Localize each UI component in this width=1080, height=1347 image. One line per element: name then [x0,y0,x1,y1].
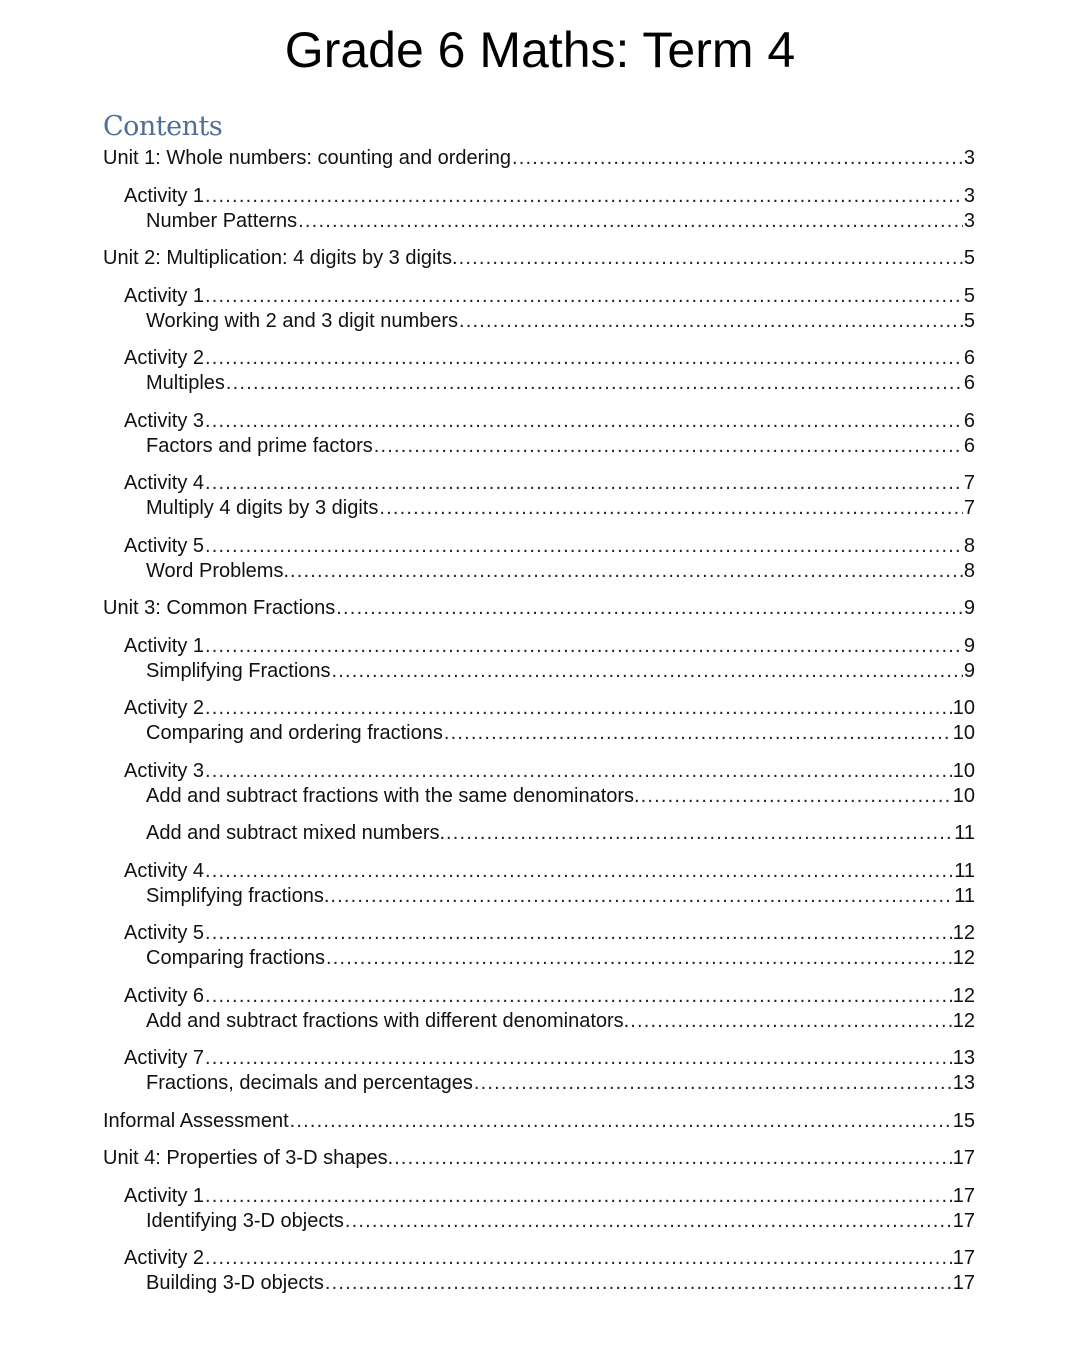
dot-leader [336,596,963,621]
toc-entry-page-number: 17 [952,1147,975,1169]
toc-entry-activity[interactable] [103,184,975,209]
toc-entry-activity[interactable] [103,471,975,496]
toc-entry-page-number: 3 [963,147,975,169]
dot-leader [205,346,963,371]
dot-leader [205,984,952,1009]
dot-leader [226,371,963,396]
toc-group [103,634,975,684]
toc-entry-page-number: 15 [952,1109,975,1132]
toc-entry-page-number: 12 [952,1009,975,1032]
toc-entry-label: Informal Assessment [103,1109,289,1132]
toc-entry-label: Activity 5 [124,534,205,557]
toc-entry-page-number: 5 [963,284,975,307]
toc-entry-page-number: 9 [963,659,975,682]
toc-entry-page-number: 8 [963,534,975,557]
toc-entry-topic[interactable] [103,946,975,971]
toc-entry-activity[interactable] [103,696,975,721]
toc-entry-page-number: 10 [952,759,975,782]
toc-entry-activity[interactable] [103,346,975,371]
toc-entry-page-number: 3 [963,184,975,207]
dot-leader [332,659,963,684]
toc-entry-label: Activity 1 [124,634,205,657]
toc-entry-activity[interactable] [103,409,975,434]
dot-leader [290,559,963,584]
toc-entry-label: Number Patterns [146,209,298,232]
toc-entry-page-number: 10 [952,722,975,744]
toc-entry-label: Working with 2 and 3 digit numbers [146,309,459,332]
toc-entry-activity[interactable] [103,534,975,559]
dot-leader [630,1009,952,1034]
toc-entry-topic[interactable] [103,1071,975,1096]
toc-entry-page-number: 10 [952,697,975,719]
dot-leader [205,696,952,721]
toc-entry-label: Activity 2 [124,1247,205,1269]
dot-leader [374,434,963,459]
toc-entry-unit[interactable] [103,246,975,271]
toc-group [103,184,975,234]
toc-entry-page-number: 9 [963,634,975,657]
toc-entry-activity[interactable] [103,859,975,884]
dot-leader [326,946,952,971]
toc-entry-page-number: 13 [952,1072,975,1094]
dot-leader [205,409,963,434]
toc-entry-activity[interactable] [103,284,975,309]
toc-group [103,821,975,846]
dot-leader [459,309,963,334]
toc-entry-page-number: 12 [952,947,975,969]
toc-entry-label: Identifying 3-D objects [146,1209,344,1232]
toc-entry-page-number: 17 [952,1184,975,1207]
toc-group [103,471,975,521]
toc-entry-topic[interactable] [103,659,975,684]
dot-leader [379,496,963,521]
toc-entry-label: Activity 6 [124,984,205,1007]
dot-leader [205,471,963,496]
toc-entry-label: Add and subtract fractions with the same denominators. [146,784,640,807]
dot-leader [205,284,963,309]
toc-entry-page-number: 8 [963,559,975,582]
dot-leader [325,1271,952,1296]
toc-entry-label: Activity 4 [124,472,205,494]
dot-leader [205,1184,952,1209]
dot-leader [205,859,953,884]
toc-group [103,1046,975,1096]
toc-entry-label: Factors and prime factors [146,434,373,457]
toc-group [103,534,975,584]
toc-entry-page-number: 17 [952,1272,975,1294]
toc-group [103,146,975,171]
toc-entry-topic[interactable] [103,209,975,234]
dot-leader [205,634,963,659]
toc-entry-label: Add and subtract fractions with different denominators. [146,1009,630,1032]
toc-entry-activity[interactable] [103,1046,975,1071]
toc-entry-label: Activity 3 [124,409,205,432]
toc-entry-page-number: 10 [952,784,975,807]
toc-entry-topic[interactable] [103,434,975,459]
toc-entry-page-number: 13 [952,1047,975,1069]
toc-entry-page-number: 6 [963,372,975,394]
dot-leader [205,534,963,559]
toc-entry-topic[interactable] [103,821,975,846]
toc-group [103,696,975,746]
toc-entry-page-number: 17 [952,1247,975,1269]
toc-entry-page-number: 6 [963,409,975,432]
document-title: Grade 6 Maths: Term 4 [284,22,796,78]
dot-leader [444,721,952,746]
toc-entry-topic[interactable] [103,559,975,584]
toc-entry-label: Comparing fractions [146,947,325,969]
toc-group [103,859,975,909]
toc-entry-page-number: 11 [954,859,975,882]
toc-entry-label: Comparing and ordering fractions [146,722,443,744]
toc-entry-unit[interactable] [103,1146,975,1171]
toc-entry-topic[interactable] [103,371,975,396]
toc-entry-label: Unit 3: Common Fractions [103,597,336,619]
dot-leader [205,759,952,784]
dot-leader [512,146,963,171]
toc-entry-page-number: 11 [954,822,975,844]
toc-entry-label: Unit 2: Multiplication: 4 digits by 3 digits. [103,247,458,269]
toc-entry-activity[interactable] [103,1184,975,1209]
dot-leader [330,884,953,909]
toc-entry-unit[interactable] [103,1109,975,1134]
toc-entry-page-number: 17 [952,1209,975,1232]
dot-leader [345,1209,952,1234]
toc-entry-topic[interactable] [103,1209,975,1234]
dot-leader [446,821,953,846]
toc-entry-topic[interactable] [103,496,975,521]
toc-entry-label: Activity 5 [124,922,205,944]
toc-entry-activity[interactable] [103,984,975,1009]
dot-leader [205,1246,952,1271]
toc-group [103,596,975,621]
toc-entry-label: Fractions, decimals and percentages [146,1072,473,1094]
dot-leader [290,1109,952,1134]
toc-entry-label: Activity 3 [124,759,205,782]
table-of-contents [103,146,975,1296]
toc-group [103,409,975,459]
dot-leader [474,1071,952,1096]
toc-entry-topic[interactable] [103,884,975,909]
toc-entry-topic[interactable] [103,784,975,809]
toc-entry-label: Unit 4: Properties of 3-D shapes. [103,1147,394,1169]
toc-entry-label: Simplifying Fractions [146,659,331,682]
toc-entry-label: Activity 1 [124,1184,205,1207]
dot-leader [459,246,963,271]
dot-leader [298,209,963,234]
toc-group [103,1146,975,1171]
toc-entry-label: Multiples [146,372,225,394]
toc-entry-unit[interactable] [103,146,975,171]
toc-entry-topic[interactable] [103,1009,975,1034]
toc-group [103,1109,975,1134]
toc-entry-activity[interactable] [103,634,975,659]
toc-entry-label: Activity 2 [124,347,205,369]
toc-entry-activity[interactable] [103,759,975,784]
dot-leader [205,921,952,946]
dot-leader [641,784,952,809]
toc-entry-topic[interactable] [103,721,975,746]
toc-entry-page-number: 5 [963,247,975,269]
toc-group [103,1184,975,1234]
dot-leader [205,1046,952,1071]
toc-entry-label: Activity 1 [124,184,205,207]
dot-leader [394,1146,952,1171]
toc-entry-label: Simplifying fractions. [146,884,330,907]
toc-entry-topic[interactable] [103,309,975,334]
toc-entry-label: Activity 1 [124,284,205,307]
toc-entry-page-number: 12 [952,922,975,944]
toc-entry-page-number: 12 [952,984,975,1007]
toc-entry-label: Add and subtract mixed numbers. [146,822,446,844]
toc-group [103,346,975,396]
contents-heading: Contents [103,111,223,142]
toc-entry-activity[interactable] [103,921,975,946]
toc-group [103,984,975,1034]
toc-entry-label: Activity 4 [124,859,205,882]
toc-entry-page-number: 6 [963,347,975,369]
toc-entry-topic[interactable] [103,1271,975,1296]
toc-entry-page-number: 5 [963,309,975,332]
toc-group [103,759,975,809]
toc-entry-label: Building 3-D objects [146,1272,324,1294]
toc-entry-label: Activity 2 [124,697,205,719]
toc-entry-page-number: 7 [963,472,975,494]
toc-entry-label: Unit 1: Whole numbers: counting and ordering [103,147,512,169]
toc-entry-activity[interactable] [103,1246,975,1271]
toc-group [103,246,975,271]
toc-entry-unit[interactable] [103,596,975,621]
toc-group [103,921,975,971]
toc-entry-page-number: 11 [954,884,975,907]
toc-entry-page-number: 3 [963,209,975,232]
toc-entry-page-number: 7 [963,497,975,519]
toc-group [103,1246,975,1296]
toc-entry-label: Activity 7 [124,1047,205,1069]
toc-entry-label: Multiply 4 digits by 3 digits [146,497,379,519]
toc-entry-label: Word Problems. [146,559,290,582]
toc-group [103,284,975,334]
toc-entry-page-number: 9 [963,597,975,619]
toc-entry-page-number: 6 [963,434,975,457]
dot-leader [205,184,963,209]
